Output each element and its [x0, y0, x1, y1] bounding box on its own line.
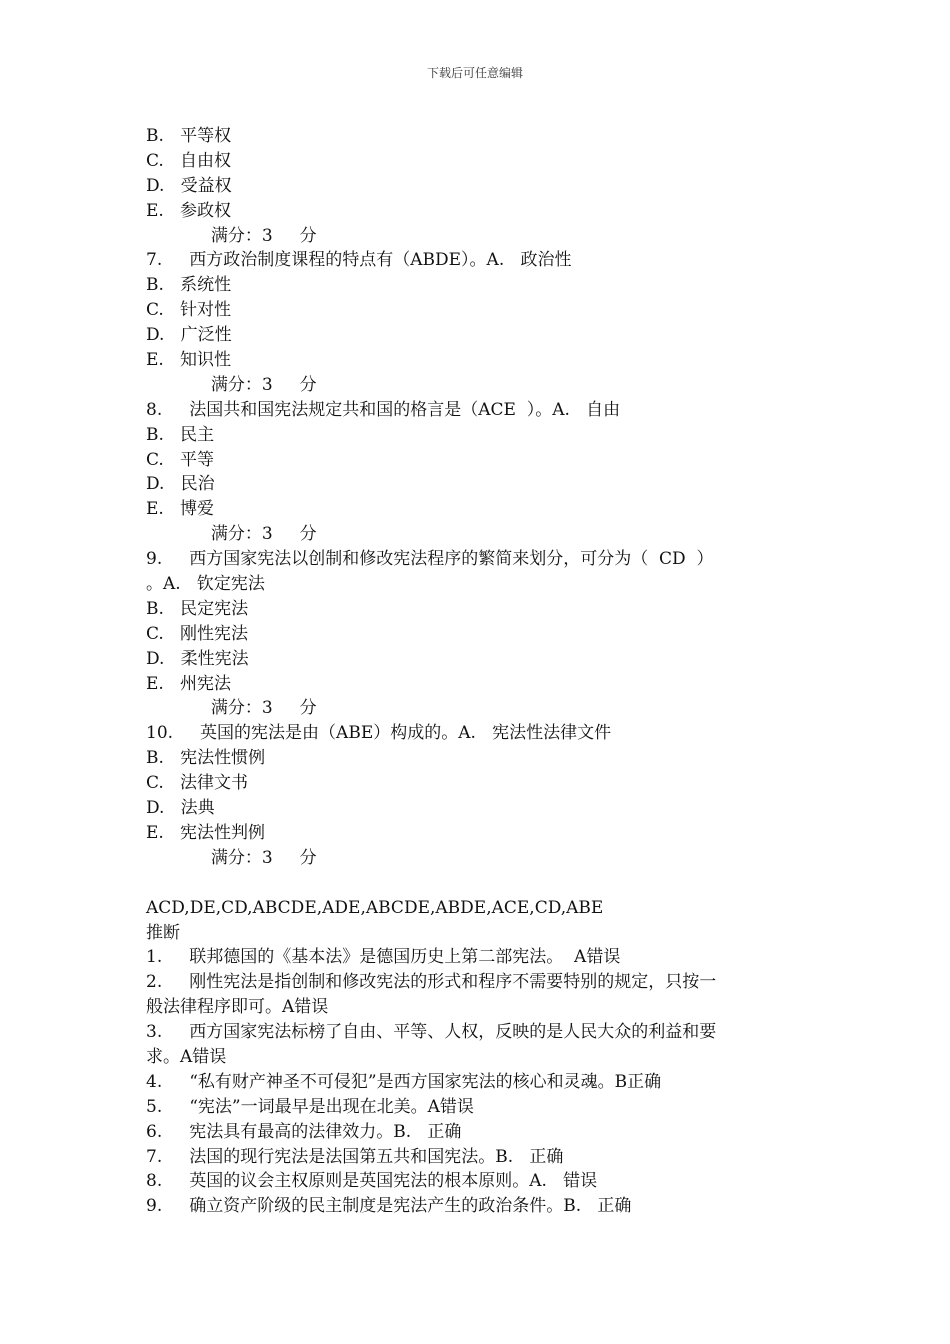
- text-line: C. 平等: [146, 449, 215, 470]
- text-line: 般法律程序即可。A错误: [146, 997, 329, 1018]
- text-line: 满分：3 分: [146, 698, 317, 719]
- text-line: 7. 法国的现行宪法是法国第五共和国宪法。B. 正确: [146, 1146, 564, 1167]
- text-line: 1. 联邦德国的《基本法》是德国历史上第二部宪法。 A错误: [146, 947, 621, 968]
- text-line: 满分：3 分: [146, 374, 317, 395]
- text-line: 。A. 钦定宪法: [146, 574, 265, 595]
- text-line: C. 针对性: [146, 300, 232, 321]
- document-body: [146, 124, 806, 1219]
- text-line: 求。A错误: [146, 1046, 227, 1067]
- text-line: B. 平等权: [146, 126, 232, 146]
- text-line: B. 民主: [146, 424, 215, 445]
- text-line: 9. 确立资产阶级的民主制度是宪法产生的政治条件。B. 正确: [146, 1196, 632, 1217]
- text-line: E. 知识性: [146, 350, 232, 371]
- text-line: E. 参政权: [146, 200, 232, 221]
- text-line: B. 宪法性惯例: [146, 748, 266, 769]
- text-line: C. 刚性宪法: [146, 623, 249, 644]
- text-line: 满分：3 分: [146, 225, 317, 246]
- text-line: E. 宪法性判例: [146, 822, 266, 843]
- text-line: C. 自由权: [146, 150, 232, 171]
- text-line: D. 法典: [146, 798, 215, 819]
- text-line: C. 法律文书: [146, 773, 249, 794]
- text-line: 满分：3 分: [146, 847, 317, 868]
- text-line: 8. 法国共和国宪法规定共和国的格言是（ACE ）。A. 自由: [146, 399, 621, 420]
- text-line: ACD,DE,CD,ABCDE,ADE,ABCDE,ABDE,ACE,CD,ABE: [146, 897, 604, 918]
- text-line: D. 受益权: [146, 175, 232, 196]
- text-line: 5. “宪法”一词最早是出现在北美。A错误: [146, 1096, 474, 1117]
- text-line: 2. 刚性宪法是指创制和修改宪法的形式和程序不需要特别的规定，只按一: [146, 972, 717, 993]
- text-line: 4. “私有财产神圣不可侵犯”是西方国家宪法的核心和灵魂。B正确: [146, 1071, 662, 1092]
- text-line: D. 广泛性: [146, 325, 232, 346]
- text-line: [146, 871, 806, 896]
- text-line: 满分：3 分: [146, 524, 317, 545]
- text-line: E. 博爱: [146, 499, 215, 520]
- text-line: B. 民定宪法: [146, 598, 249, 619]
- text-line: D. 柔性宪法: [146, 648, 249, 669]
- text-line: 9. 西方国家宪法以创制和修改宪法程序的繁简来划分，可分为（ CD ）: [146, 549, 714, 570]
- text-line: 3. 西方国家宪法标榜了自由、平等、人权，反映的是人民大众的利益和要: [146, 1022, 717, 1043]
- text-line: 7. 西方政治制度课程的特点有（ABDE）。A. 政治性: [146, 250, 572, 271]
- text-line: E. 州宪法: [146, 673, 232, 694]
- text-line: D. 民治: [146, 474, 215, 495]
- text-line: 8. 英国的议会主权原则是英国宪法的根本原则。A. 错误: [146, 1171, 598, 1192]
- text-line: 10. 英国的宪法是由（ABE）构成的。A. 宪法性法律文件: [146, 723, 612, 744]
- text-line: B. 系统性: [146, 275, 232, 296]
- text-line: 推断: [146, 922, 180, 943]
- page-header: 下载后可任意编辑: [426, 66, 523, 80]
- text-line: 6. 宪法具有最高的法律效力。B. 正确: [146, 1121, 462, 1142]
